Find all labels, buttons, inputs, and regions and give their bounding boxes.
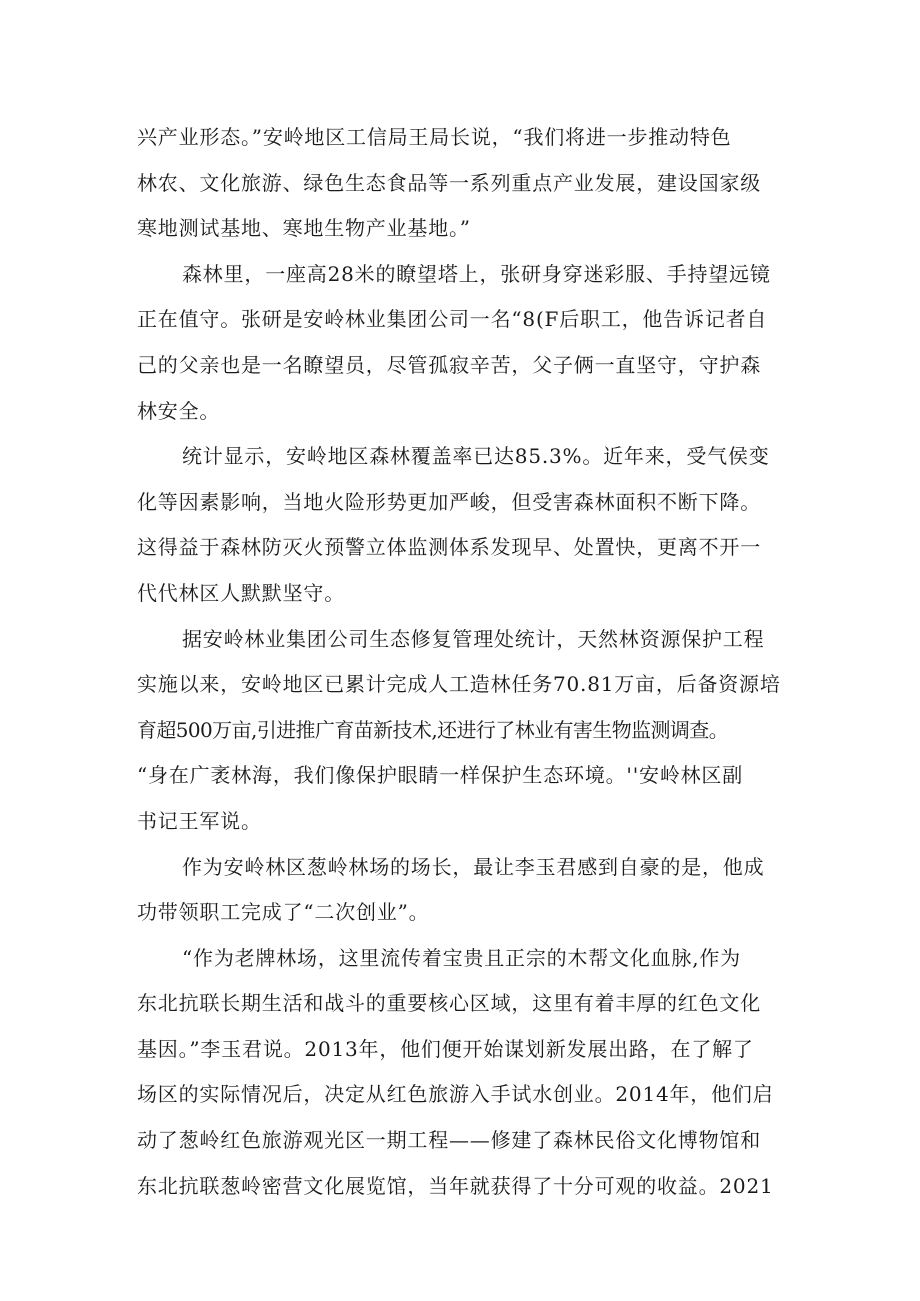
text-line: 基因。”李玉君说。2013年，他们便开始谋划新发展出路，在了解了 [137,1036,754,1061]
paragraph-start-line: 作为安岭林区葱岭林场的场长，最让李玉君感到自豪的是，他成 [182,854,765,879]
paragraph-start-line: “作为老牌林场，这里流传着宝贵且正宗的木帮文化血脉,作为 [182,945,741,970]
article-body [137,115,797,1209]
text-line: 林农、文化旅游、绿色生态食品等一系列重点产业发展，建设国家级 [137,170,761,195]
text-line: 功带领职工完成了“二次创业”。 [137,900,430,925]
text-line: 代代林区人默默坚守。 [137,580,345,605]
text-line: 书记王军说。 [137,808,262,833]
text-line: 育超500万亩,引进推广育苗新技术,还进行了林业有害生物监测调查。 [137,717,729,742]
text-line: 化等因素影响，当地火险形势更加严峻，但受害森林面积不断下降。 [137,489,761,514]
text-line: 东北抗联长期生活和战斗的重要核心区域，这里有着丰厚的红色文化 [137,991,761,1016]
paragraph-start-line: 森林里，一座高28米的瞭望塔上，张研身穿迷彩服、手持望远镜 [182,261,771,286]
text-line: 东北抗联葱岭密营文化展览馆，当年就获得了十分可观的收益。2021 [137,1173,774,1198]
text-line: 实施以来，安岭地区已累计完成人工造林任务70.81万亩，后备资源培 [137,672,781,697]
text-line: 正在值守。张研是安岭林业集团公司一名“8(F后职工，他告诉记者自 [137,307,768,332]
paragraph-start-line: 据安岭林业集团公司生态修复管理处统计，天然林资源保护工程 [182,626,765,651]
text-line: 这得益于森林防灭火预警立体监测体系发现早、处置快，更离不开一 [137,535,761,560]
paragraph-start-line: 统计显示，安岭地区森林覆盖率已达85.3%。近年来，受气侯变 [182,444,770,469]
text-line: 林安全。 [137,398,221,423]
text-line: 场区的实际情况后，决定从红色旅游入手试水创业。2014年，他们启 [137,1082,774,1107]
text-line: 动了葱岭红色旅游观光区一期工程——修建了森林民俗文化博物馆和 [137,1128,761,1153]
text-line: 己的父亲也是一名瞭望员，尽管孤寂辛苦，父子俩一直坚守，守护森 [137,352,761,377]
text-line: 寒地测试基地、寒地生物产业基地。” [137,216,471,241]
text-line: 兴产业形态。”安岭地区工信局王局长说，“我们将进一步推动特色 [137,125,732,149]
text-line: “身在广袤林海，我们像保护眼睛一样保护生态环境。''安岭林区副 [137,763,744,788]
